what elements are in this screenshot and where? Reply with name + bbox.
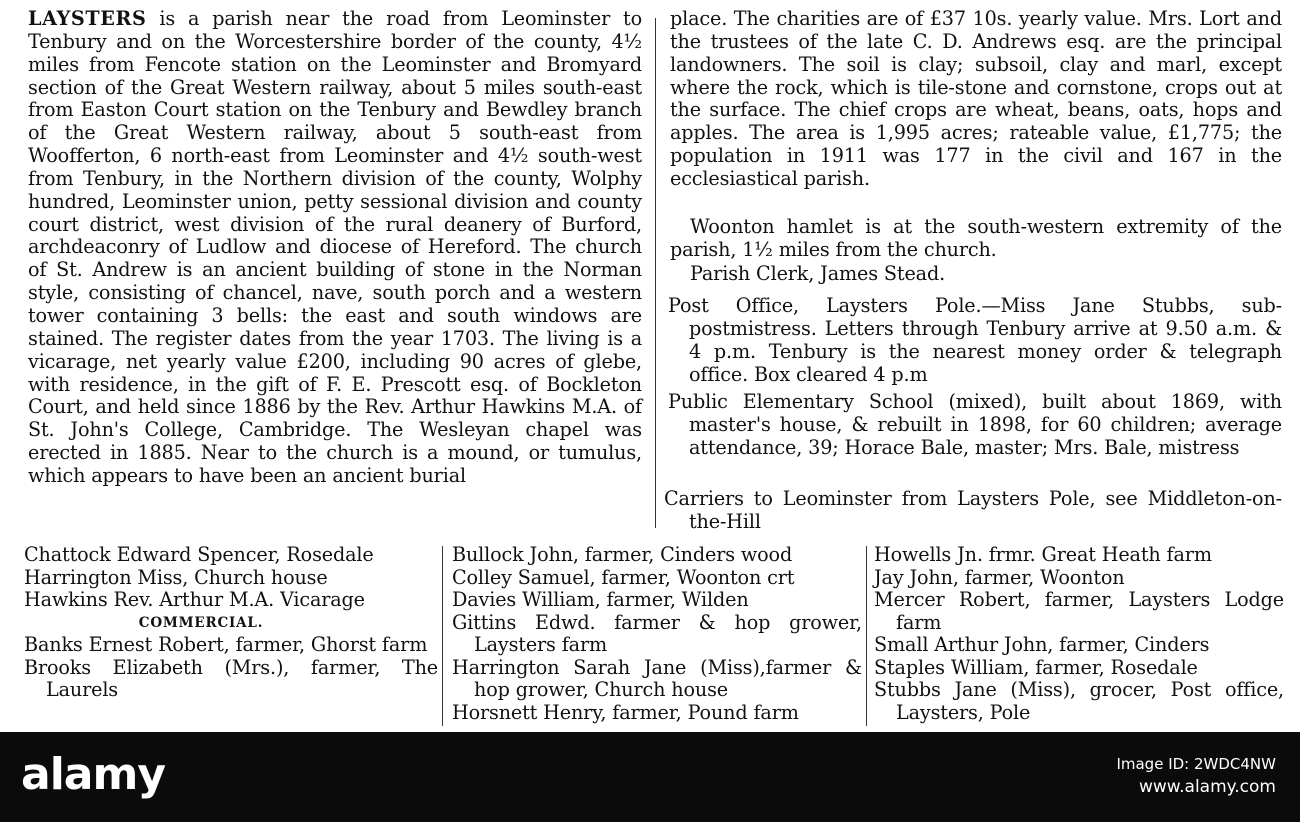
directory-entry: Harrington Miss, Church house [24,565,328,589]
commercial-heading: COMMERCIAL. [138,614,264,631]
directory-entry: Horsnett Henry, farmer, Pound farm [452,700,799,724]
directory-column-2 [452,544,862,724]
alamy-logo: alamy [21,749,165,800]
directory-entry: Small Arthur John, farmer, Cinders [874,633,1210,656]
directory-entry: Gittins Edwd. farmer & hop grower, Laysters farm [452,610,862,656]
directory-entry: Jay John, farmer, Woonton [874,565,1125,589]
directory-column-3 [874,544,1284,724]
directory-entry: Howells Jn. frmr. Great Heath farm [874,543,1212,566]
watermark-bar [0,732,1300,822]
carriers-entry: Carriers to Leominster from Laysters Pole, see Middleton-on-the-Hill [664,487,1282,533]
site-url: www.alamy.com [1138,777,1276,797]
directory-entry: Stubbs Jane (Miss), grocer, Post office, Laysters, Pole [874,678,1284,724]
image-id: Image ID: 2WDC4NW [1116,755,1276,773]
column-divider-top [655,18,656,528]
school-entry: Public Elementary School (mixed), built about 1869, with master's house, & rebuilt in 1898, for 60 children; average attendance, 39; Horace Bale, master; Mrs. Bale, mistress [668,390,1282,459]
directory-entry: Mercer Robert, farmer, Laysters Lodge farm [874,588,1284,634]
entry-paragraph-main-text: is a parish near the road from Leominster to Tenbury and on the Worcestershire border of the county, 4½ miles from Fencote station on the Leominster and Bromyard section of the Great Western railway, about 5 miles south-east from Easton Court station on the Tenbury and Bewdley branch of the Great Western railway, about 5 south-east from Woofferton, 6 north-east from Leominster and 4½ south-west from Tenbury, in the Northern division of the county, Wolphy hundred, Leominster union, petty sessional division and county court district, west division of the rural deanery of Burford, archdeaconry of Ludlow and diocese of Hereford. The church of St. Andrew is an ancient building of stone in the Norman style, consisting of chancel, nave, south porch and a western tower containing 3 bells: the east and south windows are stained. The register dates from the year 1703. The living is a vicarage, net yearly value £200, including 90 acres of glebe, with residence, in the gift of F. E. Prescott esq. of Bockleton Court, and held since 1886 by the Rev. Arthur Hawkins M.A. of St. John's College, Cambridge. The Wesleyan chapel was erected in 1885. Near to the church is a mound, or tumulus, which appears to have been an ancient burial [28,7,643,487]
directory-entry: Colley Samuel, farmer, Woonton crt [452,565,795,589]
directory-entry: Staples William, farmer, Rosedale [874,655,1198,679]
directory-entry: Bullock John, farmer, Cinders wood [452,543,793,566]
directory-entry: Brooks Elizabeth (Mrs.), farmer, The Laurels [24,655,438,701]
column-divider-dir-1 [442,546,443,726]
column-divider-dir-2 [866,546,867,726]
post-office-entry: Post Office, Laysters Pole.—Miss Jane Stubbs, sub-postmistress. Letters through Tenbury arrive at 9.50 a.m. & 4 p.m. Tenbury is the nearest money order & telegraph office. Box cleared 4 p.m [668,294,1282,386]
directory-entry: Banks Ernest Robert, farmer, Ghorst farm [24,633,428,656]
directory-entry: Hawkins Rev. Arthur M.A. Vicarage [24,588,365,611]
parish-name: LAYSTERS [28,7,147,30]
directory-entry: Harrington Sarah Jane (Miss),farmer & hop grower, Church house [452,655,862,701]
entry-paragraph-woonton: Woonton hamlet is at the south-western extremity of the parish, 1½ miles from the church. [670,215,1282,261]
parish-clerk: Parish Clerk, James Stead. [690,262,946,285]
entry-paragraph-main [28,8,642,488]
directory-entry: Davies William, farmer, Wilden [452,588,749,611]
directory-column-1 [24,544,438,702]
directory-entry: Chattock Edward Spencer, Rosedale [24,543,374,566]
entry-paragraph-continued: place. The charities are of £37 10s. yearly value. Mrs. Lort and the trustees of the late C. D. Andrews esq. are the principal landowners. The soil is clay; subsoil, clay and marl, except where the rock, which is tile-stone and cornstone, crops out at the surface. The chief crops are wheat, beans, oats, hops and apples. The area is 1,995 acres; rateable value, £1,775; the population in 1911 was 177 in the civil and 167 in the ecclesiastical parish. [670,7,1282,190]
